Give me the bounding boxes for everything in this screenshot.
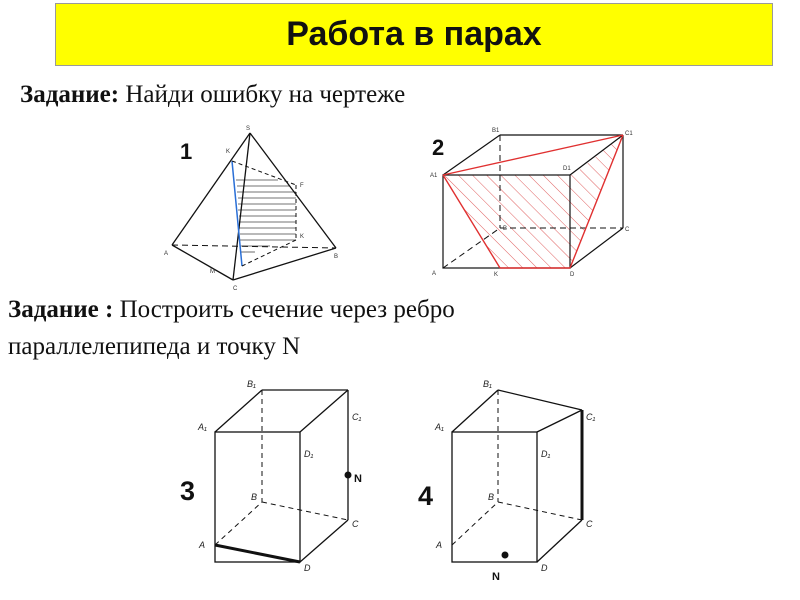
fig2-label-c: C xyxy=(625,227,630,233)
fig2-label-d1: D1 xyxy=(563,166,571,172)
fig2-label-d: D xyxy=(570,272,575,278)
fig4-label-b1: B₁ xyxy=(483,379,492,389)
fig1-label-k: K xyxy=(300,234,305,240)
figure-3-number: 3 xyxy=(180,476,196,506)
fig4-label-a1: A₁ xyxy=(435,422,444,432)
figure-4-point-n xyxy=(502,552,509,559)
fig4-label-d: D xyxy=(541,563,548,573)
figure-1-hatch xyxy=(236,180,296,252)
figure-1-pyramid xyxy=(164,126,338,292)
fig3-label-a1: A₁ xyxy=(198,422,207,432)
fig3-label-b1: B₁ xyxy=(247,379,256,389)
fig3-label-d: D xyxy=(304,563,311,573)
task-2-text: Построить сечение через ребро xyxy=(113,296,455,323)
task-1-label: Задание: xyxy=(20,81,120,108)
fig3-label-c: C xyxy=(352,519,359,529)
fig4-label-c: C xyxy=(586,519,593,529)
fig3-label-b: B xyxy=(251,492,258,502)
figure-4-box xyxy=(418,379,595,583)
fig2-label-b1: B1 xyxy=(492,128,500,134)
fig4-label-c1: C₁ xyxy=(586,412,596,422)
page-title: Работа в парах xyxy=(286,15,542,53)
figure-4-number: 4 xyxy=(418,481,434,511)
fig2-label-a1: A1 xyxy=(430,173,438,179)
figure-1-edges xyxy=(172,133,339,280)
fig4-label-d1: D₁ xyxy=(541,449,551,459)
figure-4-edges xyxy=(452,390,582,562)
fig3-label-a: A xyxy=(199,540,206,550)
fig2-label-b: B xyxy=(503,226,508,232)
figure-2-box xyxy=(430,128,633,278)
fig1-label-b: B xyxy=(334,254,339,260)
figure-3-edges xyxy=(215,390,348,562)
fig1-label-m: M xyxy=(210,269,215,275)
fig1-label-f: F xyxy=(300,183,304,189)
fig2-label-k: K xyxy=(494,272,499,278)
fig1-label-a: A xyxy=(164,251,169,257)
task-2-label: Задание : xyxy=(8,296,114,323)
fig4-label-n: N xyxy=(492,571,500,583)
figure-1-number: 1 xyxy=(180,139,193,164)
fig1-label-c: C xyxy=(233,286,238,292)
fig1-label-s: S xyxy=(246,126,251,132)
fig3-label-n: N xyxy=(354,473,362,485)
task-1-text: Найди ошибку на чертеже xyxy=(119,81,406,108)
figure-2-number: 2 xyxy=(432,135,445,160)
fig4-label-b: B xyxy=(488,492,495,502)
fig1-label-k-top: K xyxy=(226,149,231,155)
fig3-label-c1: C₁ xyxy=(352,412,362,422)
fig2-label-a: A xyxy=(432,271,437,277)
fig4-label-a: A xyxy=(436,540,443,550)
figure-3-edge-ad xyxy=(215,545,300,562)
figure-3-box xyxy=(180,379,362,573)
fig2-label-c1: C1 xyxy=(625,131,633,137)
figure-3-point-n xyxy=(345,472,352,479)
fig3-label-d1: D₁ xyxy=(304,449,314,459)
task-2-line2: параллелепипеда и точку N xyxy=(8,333,301,360)
